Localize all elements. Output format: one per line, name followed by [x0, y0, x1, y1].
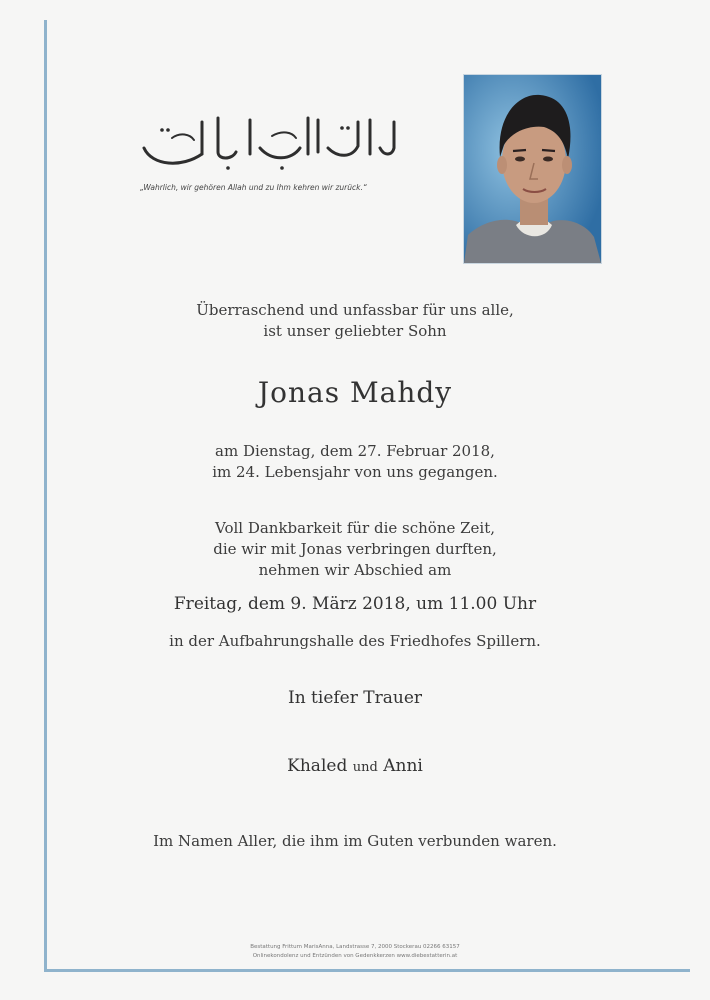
footer-line-2: Onlinekondolenz und Entzünden von Gedenkkerzen www.diebestatterin.at — [252, 953, 458, 959]
intro-line-2: ist unser geliebter Sohn — [263, 322, 447, 340]
farewell-date: Freitag, dem 9. März 2018, um 11.00 Uhr — [173, 594, 537, 614]
farewell-venue: in der Aufbahrungshalle des Friedhofes Spillern. — [169, 632, 541, 650]
calligraphy-translation: „Wahrlich, wir gehören Allah und zu Ihm kehren wir zurück.“ — [140, 183, 367, 192]
death-line-2: im 24. Lebensjahr von uns gegangen. — [212, 463, 498, 481]
arabic-calligraphy — [132, 108, 402, 180]
thanks-text — [0, 518, 710, 581]
portrait-photo — [463, 74, 602, 264]
intro-line-1: Überraschend und unfassbar für uns alle, — [196, 301, 514, 319]
intro-text — [0, 300, 710, 342]
deceased-name: Jonas Mahdy — [257, 376, 453, 409]
frame-bottom-border — [44, 969, 690, 972]
family-name-second: Anni — [383, 756, 423, 776]
thanks-line-2: die wir mit Jonas verbringen durften, — [213, 540, 497, 558]
footer-line-1: Bestattung Frittum MarisAnna, Landstrasse 7, 2000 Stockerau 02266 63157 — [250, 944, 460, 950]
family-conjunction: und — [352, 760, 378, 775]
mourning-line: In tiefer Trauer — [287, 688, 423, 708]
frame-left-border — [44, 20, 47, 972]
family-name-first: Khaled — [287, 756, 348, 776]
funeral-home-footer — [0, 943, 710, 961]
death-details — [0, 441, 710, 483]
death-line-1: am Dienstag, dem 27. Februar 2018, — [215, 442, 495, 460]
thanks-line-1: Voll Dankbarkeit für die schöne Zeit, — [214, 519, 496, 537]
thanks-line-3: nehmen wir Abschied am — [258, 561, 452, 579]
closing-line: Im Namen Aller, die ihm im Guten verbunden waren. — [153, 832, 557, 850]
family-names — [0, 756, 710, 776]
